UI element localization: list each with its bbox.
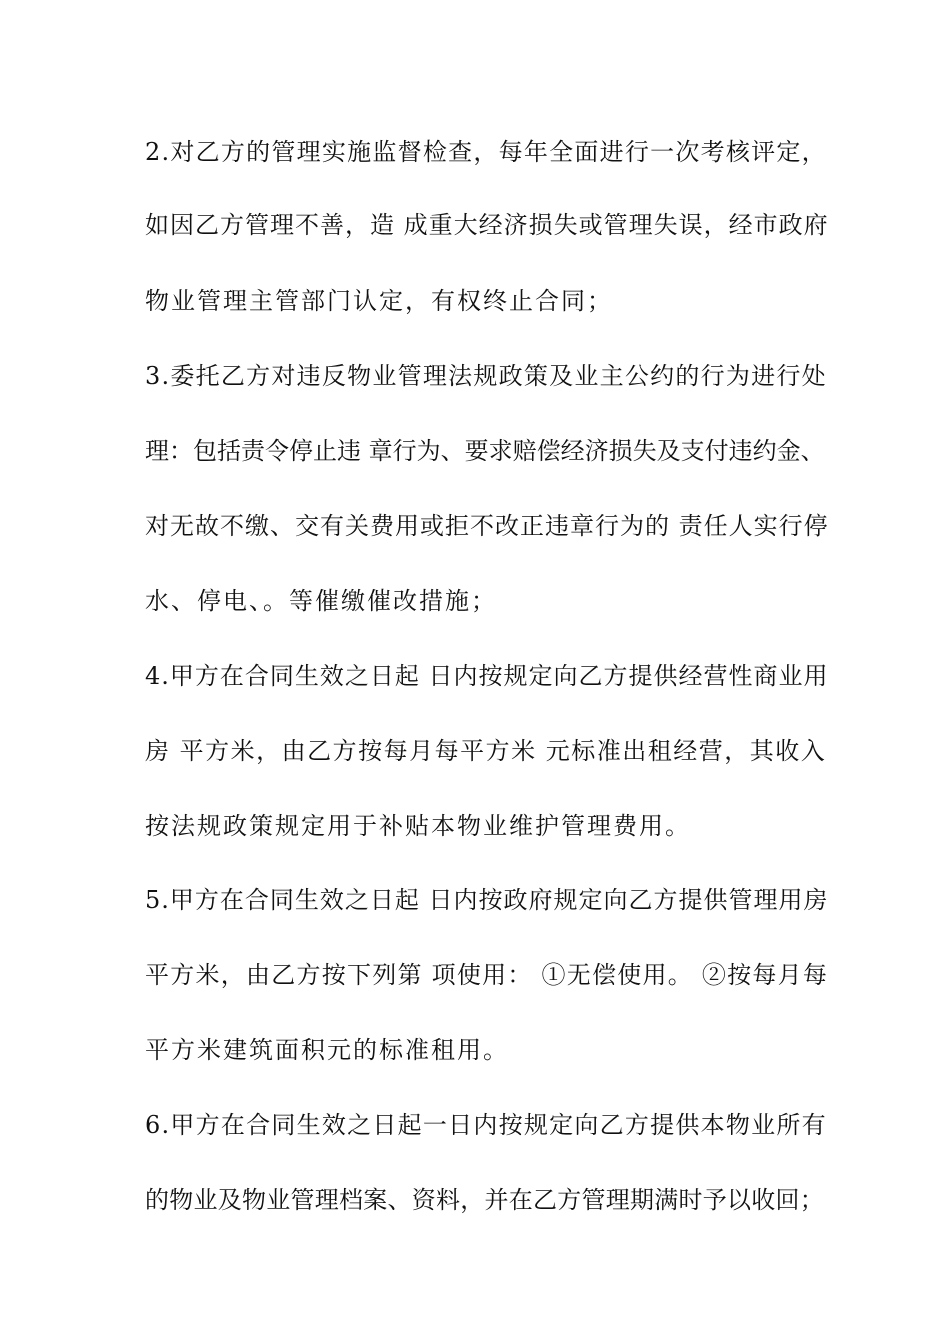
- text-line-9: 房 平方米，由乙方按每月每平方米 元标准出租经营，其收入: [145, 737, 827, 765]
- text-line-5: 理：包括责令停止违 章行为、要求赔偿经济损失及支付违约金、: [145, 437, 825, 465]
- text-line-14: 6.甲方在合同生效之日起一日内按规定向乙方提供本物业所有: [145, 1111, 827, 1139]
- text-line-11: 5.甲方在合同生效之日起 日内按政府规定向乙方提供管理用房: [145, 886, 829, 914]
- text-line-2: 如因乙方管理不善，造 成重大经济损失或管理失误，经市政府: [145, 211, 829, 239]
- text-line-8: 4.甲方在合同生效之日起 日内按规定向乙方提供经营性商业用: [145, 662, 829, 690]
- text-line-7: 水、停电、。等催缴催改措施；: [145, 587, 497, 615]
- text-line-12: 平方米，由乙方按下列第 项使用： ①无偿使用。 ②按每月每: [145, 961, 829, 989]
- text-line-10: 按法规政策规定用于补贴本物业维护管理费用。: [145, 812, 691, 840]
- text-line-1: 2.对乙方的管理实施监督检查，每年全面进行一次考核评定，: [145, 138, 827, 166]
- text-line-15: 的物业及物业管理档案、资料，并在乙方管理期满时予以收回；: [145, 1186, 824, 1214]
- text-line-6: 对无故不缴、交有关费用或拒不改正违章行为的 责任人实行停: [145, 512, 829, 540]
- text-line-3: 物业管理主管部门认定，有权终止合同；: [145, 287, 613, 315]
- text-line-13: 平方米建筑面积元的标准租用。: [145, 1036, 509, 1064]
- text-line-4: 3.委托乙方对违反物业管理法规政策及业主公约的行为进行处: [145, 362, 827, 390]
